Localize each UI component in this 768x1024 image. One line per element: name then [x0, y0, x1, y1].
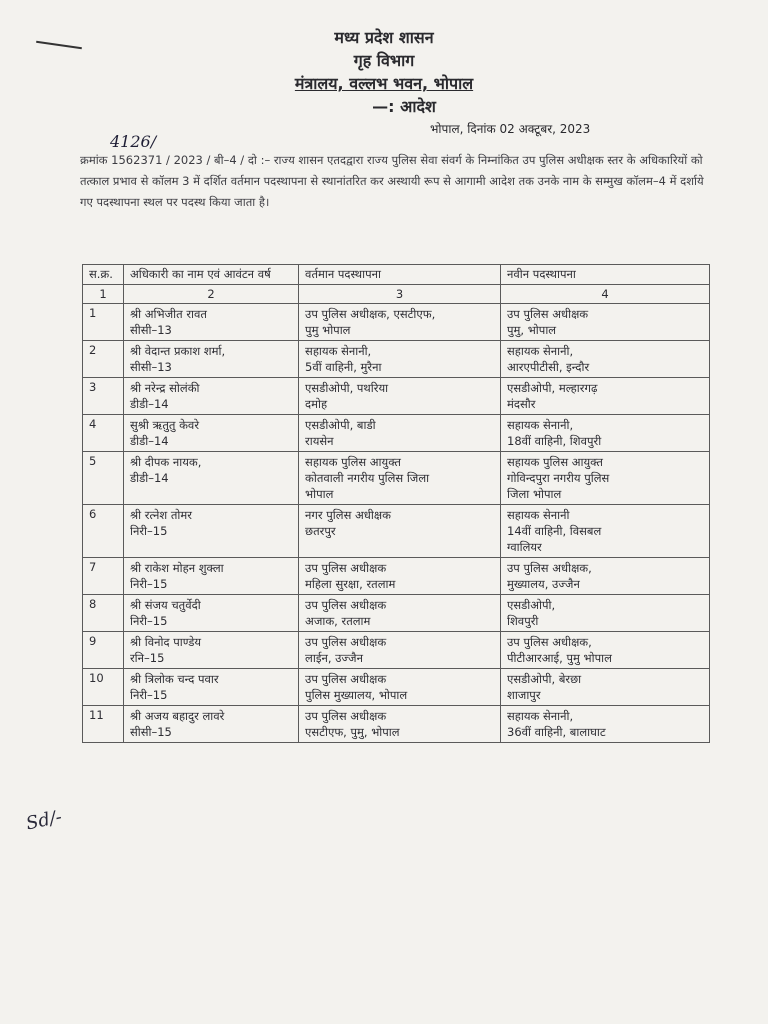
new-posting-line: सहायक सेनानी,: [507, 709, 574, 723]
new-posting-line: सहायक सेनानी,: [507, 418, 574, 432]
row-current-posting: [299, 632, 501, 669]
new-posting-line: सहायक सेनानी: [507, 508, 570, 522]
table-row: [83, 505, 710, 558]
current-posting-line: रायसेन: [305, 434, 334, 448]
row-officer: [123, 452, 298, 505]
row-sno: 6: [83, 505, 124, 558]
new-posting-line: एसडीओपी, मल्हारगढ़: [507, 381, 598, 395]
row-officer: [123, 669, 298, 706]
officer-name: श्री रत्नेश तोमर: [129, 508, 192, 522]
officer-name: श्री दीपक नायक,: [129, 455, 202, 469]
table-row: [83, 378, 710, 415]
handwritten-number: 4126/: [110, 132, 157, 151]
new-posting-line: एसडीओपी,: [507, 598, 556, 612]
current-posting-line: 5वीं वाहिनी, मुरैना: [305, 360, 382, 374]
row-current-posting: [299, 669, 501, 706]
row-officer: [123, 595, 298, 632]
new-posting-line: पुमु, भोपाल: [507, 323, 557, 337]
officer-name: श्री वेदान्त प्रकाश शर्मा,: [129, 344, 226, 358]
table-header-row: [83, 265, 710, 285]
table-row: [83, 558, 710, 595]
table-row: [83, 669, 710, 706]
officer-name: श्री संजय चतुर्वेदी: [129, 598, 201, 612]
current-posting-line: सहायक पुलिस आयुक्त: [305, 455, 401, 469]
row-new-posting: [501, 632, 710, 669]
new-posting-line: मुख्यालय, उज्जैन: [507, 577, 580, 591]
officer-batch: डीडी–14: [129, 434, 169, 448]
row-new-posting: [501, 341, 710, 378]
current-posting-line: उप पुलिस अधीक्षक: [305, 598, 387, 612]
new-posting-line: सहायक सेनानी,: [507, 344, 574, 358]
header-new-posting: नवीन पदस्थापना: [501, 265, 710, 285]
table-row: [83, 706, 710, 743]
row-new-posting: [501, 505, 710, 558]
officer-name: श्री अभिजीत रावत: [129, 307, 207, 321]
row-officer: [123, 505, 298, 558]
new-posting-line: जिला भोपाल: [507, 487, 562, 501]
current-posting-line: नगर पुलिस अधीक्षक: [305, 508, 391, 522]
table-body: [83, 304, 710, 743]
row-officer: [123, 415, 298, 452]
row-officer: [123, 341, 298, 378]
row-officer: [123, 304, 298, 341]
row-current-posting: [299, 505, 501, 558]
row-new-posting: [501, 558, 710, 595]
new-posting-line: मंदसौर: [507, 397, 536, 411]
row-sno: 5: [83, 452, 124, 505]
office-address: मंत्रालय, वल्लभ भवन, भोपाल: [294, 74, 474, 93]
current-posting-line: एसडीओपी, पथरिया: [305, 381, 389, 395]
signature: Sd/-: [24, 806, 64, 835]
row-officer: [123, 706, 298, 743]
order-paragraph: क्रमांक 1562371 / 2023 / बी–4 / दो :– राज्य शासन एतदद्वारा राज्य पुलिस सेवा संवर्ग के निम्नांकित उप पुलिस अधीक्षक स्तर के अधिकारियों को तत्काल प्रभाव से कॉलम 3 में दर्शित वर्तमान पदस्थापना से स्थानांतरित कर अस्थायी रूप से आगामी आदेश तक उनके नाम के सम्मुख कॉलम–4 में दर्शाये गए पदस्थापना स्थल पर पदस्थ किया जाता है।: [80, 153, 704, 209]
row-sno: 11: [83, 706, 124, 743]
header-officer: अधिकारी का नाम एवं आवंटन वर्ष: [123, 265, 298, 285]
officer-batch: रनि–15: [129, 651, 165, 665]
row-current-posting: [299, 341, 501, 378]
letterhead: [0, 26, 768, 118]
row-new-posting: [501, 595, 710, 632]
officer-name: श्री नरेन्द्र सोलंकी: [129, 381, 200, 395]
current-posting-line: भोपाल: [305, 487, 334, 501]
new-posting-line: पीटीआरआई, पुमु भोपाल: [507, 651, 612, 665]
header-sno: स.क्र.: [83, 265, 124, 285]
table-row: [83, 452, 710, 505]
new-posting-line: सहायक पुलिस आयुक्त: [507, 455, 603, 469]
current-posting-line: दमोह: [305, 397, 328, 411]
column-number: 3: [299, 285, 501, 304]
row-new-posting: [501, 378, 710, 415]
row-new-posting: [501, 706, 710, 743]
officer-batch: सीसी–13: [129, 360, 172, 374]
row-officer: [123, 558, 298, 595]
table-row: [83, 595, 710, 632]
officer-name: श्री राकेश मोहन शुक्ला: [129, 561, 224, 575]
current-posting-line: अजाक, रतलाम: [305, 614, 371, 628]
row-current-posting: [299, 304, 501, 341]
row-sno: 9: [83, 632, 124, 669]
current-posting-line: पुमु भोपाल: [305, 323, 351, 337]
officer-batch: डीडी–14: [129, 471, 169, 485]
officer-batch: सीसी–15: [129, 725, 172, 739]
officer-name: श्री अजय बहादुर लावरे: [129, 709, 225, 723]
row-current-posting: [299, 706, 501, 743]
row-sno: 1: [83, 304, 124, 341]
table-row: [83, 341, 710, 378]
new-posting-line: शिवपुरी: [507, 614, 539, 628]
table-row: [83, 304, 710, 341]
row-new-posting: [501, 452, 710, 505]
row-officer: [123, 378, 298, 415]
current-posting-line: उप पुलिस अधीक्षक: [305, 561, 387, 575]
department-name: गृह विभाग: [353, 51, 415, 70]
new-posting-line: उप पुलिस अधीक्षक: [507, 307, 589, 321]
new-posting-line: गोविन्दपुरा नगरीय पुलिस: [507, 471, 610, 485]
row-sno: 8: [83, 595, 124, 632]
new-posting-line: एसडीओपी, बेरछा: [507, 672, 582, 686]
date-line: भोपाल, दिनांक 02 अक्टूबर, 2023: [430, 122, 591, 136]
new-posting-line: 14वीं वाहिनी, विसबल: [507, 524, 602, 538]
officer-batch: निरी–15: [129, 688, 168, 702]
row-sno: 10: [83, 669, 124, 706]
officer-batch: डीडी–14: [129, 397, 169, 411]
row-current-posting: [299, 378, 501, 415]
new-posting-line: आरएपीटीसी, इन्दौर: [507, 360, 590, 374]
row-current-posting: [299, 415, 501, 452]
officer-name: सुश्री ऋतुतु केवरे: [129, 418, 200, 432]
current-posting-line: पुलिस मुख्यालय, भोपाल: [305, 688, 408, 702]
current-posting-line: महिला सुरक्षा, रतलाम: [305, 577, 396, 591]
current-posting-line: सहायक सेनानी,: [305, 344, 372, 358]
officer-name: श्री त्रिलोक चन्द पवार: [129, 672, 219, 686]
current-posting-line: लाईन, उज्जैन: [305, 651, 363, 665]
row-sno: 7: [83, 558, 124, 595]
document-title: —: आदेश: [372, 97, 436, 116]
row-current-posting: [299, 452, 501, 505]
current-posting-line: उप पुलिस अधीक्षक: [305, 635, 387, 649]
table-row: [83, 415, 710, 452]
row-officer: [123, 632, 298, 669]
current-posting-line: छतरपुर: [305, 524, 336, 538]
new-posting-line: शाजापुर: [507, 688, 541, 702]
row-sno: 4: [83, 415, 124, 452]
new-posting-line: उप पुलिस अधीक्षक,: [507, 635, 592, 649]
officer-batch: सीसी–13: [129, 323, 172, 337]
new-posting-line: उप पुलिस अधीक्षक,: [507, 561, 592, 575]
current-posting-line: एसडीओपी, बाडी: [305, 418, 376, 432]
row-current-posting: [299, 558, 501, 595]
transfer-table: [82, 264, 710, 743]
column-number-row: [83, 285, 710, 304]
row-new-posting: [501, 415, 710, 452]
current-posting-line: उप पुलिस अधीक्षक: [305, 672, 387, 686]
column-number: 1: [83, 285, 124, 304]
officer-batch: निरी–15: [129, 614, 168, 628]
row-sno: 3: [83, 378, 124, 415]
column-number: 4: [501, 285, 710, 304]
officer-batch: निरी–15: [129, 577, 168, 591]
state-name: मध्य प्रदेश शासन: [334, 28, 434, 47]
row-sno: 2: [83, 341, 124, 378]
row-current-posting: [299, 595, 501, 632]
officer-name: श्री विनोद पाण्डेय: [129, 635, 202, 649]
current-posting-line: एसटीएफ, पुमु, भोपाल: [305, 725, 400, 739]
row-new-posting: [501, 669, 710, 706]
current-posting-line: कोतवाली नगरीय पुलिस जिला: [305, 471, 430, 485]
officer-batch: निरी–15: [129, 524, 168, 538]
row-new-posting: [501, 304, 710, 341]
new-posting-line: 18वीं वाहिनी, शिवपुरी: [507, 434, 602, 448]
current-posting-line: उप पुलिस अधीक्षक, एसटीएफ,: [305, 307, 436, 321]
new-posting-line: 36वीं वाहिनी, बालाघाट: [507, 725, 606, 739]
table-row: [83, 632, 710, 669]
current-posting-line: उप पुलिस अधीक्षक: [305, 709, 387, 723]
header-current-posting: वर्तमान पदस्थापना: [299, 265, 501, 285]
new-posting-line: ग्वालियर: [507, 540, 542, 554]
column-number: 2: [123, 285, 298, 304]
